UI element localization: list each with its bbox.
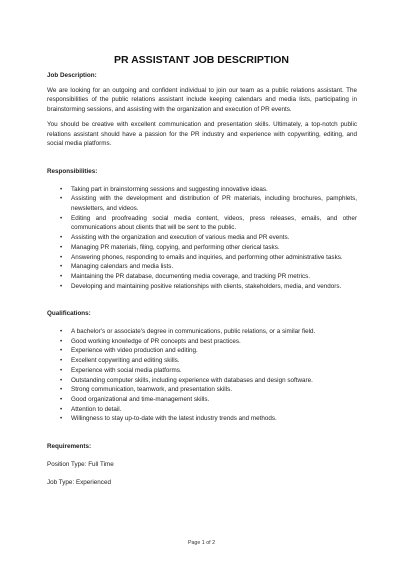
bullet-icon: • bbox=[60, 366, 63, 374]
list-item: • Experience with social media platforms. bbox=[60, 366, 182, 374]
requirements-heading: Requirements: bbox=[47, 443, 92, 451]
job-description-paragraph: We are looking for an outgoing and confident individual to join our team as a public relations assistant. The responsibilities of the public relations assistant include keeping calendars and media lists, participating in brainstorming sessions, and assisting with the organization and execution of PR events. bbox=[47, 86, 357, 114]
list-item: • Strong communication, teamwork, and presentation skills. bbox=[60, 386, 232, 394]
job-type: Job Type: Experienced bbox=[47, 478, 111, 486]
bullet-icon: • bbox=[60, 185, 63, 193]
list-item: • Managing PR materials, filing, copying, and performing other clerical tasks. bbox=[60, 243, 280, 251]
bullet-icon: • bbox=[60, 272, 63, 280]
bullet-icon: • bbox=[60, 357, 63, 365]
list-item: • Taking part in brainstorming sessions and suggesting innovative ideas. bbox=[60, 185, 268, 193]
list-item: • Experience with video production and editing. bbox=[60, 347, 198, 355]
responsibilities-heading: Responsibilities: bbox=[47, 167, 98, 175]
list-item: • Willingness to stay up-to-date with the latest industry trends and methods. bbox=[60, 415, 277, 423]
bullet-icon: • bbox=[60, 214, 63, 222]
bullet-icon: • bbox=[60, 395, 63, 403]
bullet-icon: • bbox=[60, 405, 63, 413]
bullet-icon: • bbox=[60, 243, 63, 251]
list-item: • Managing calendars and media lists. bbox=[60, 263, 174, 271]
bullet-icon: • bbox=[60, 337, 63, 345]
responsibilities-list bbox=[47, 185, 357, 292]
job-description-paragraph: You should be creative with excellent communication and presentation skills. Ultimately, a top-notch public relations assistant should have a passion for the PR industry and experience with copywriting, editing, and social media platforms. bbox=[47, 120, 357, 148]
bullet-icon: • bbox=[60, 328, 63, 336]
document-body bbox=[47, 71, 357, 487]
list-item: • A bachelor's or associate's degree in communications, public relations, or a similar field. bbox=[60, 328, 316, 336]
list-item: • Excellent copywriting and editing skills. bbox=[60, 357, 180, 365]
bullet-icon: • bbox=[60, 195, 63, 203]
bullet-icon: • bbox=[60, 347, 63, 355]
qualifications-heading: Qualifications: bbox=[47, 310, 91, 318]
list-item: • Outstanding computer skills, including experience with databases and design software. bbox=[60, 376, 313, 384]
bullet-icon: • bbox=[60, 376, 63, 384]
position-type: Position Type: Full Time bbox=[47, 460, 114, 468]
page-title: PR ASSISTANT JOB DESCRIPTION bbox=[113, 54, 290, 66]
bullet-icon: • bbox=[60, 415, 63, 423]
bullet-icon: • bbox=[60, 253, 63, 261]
list-item: • Attention to detail. bbox=[60, 405, 122, 413]
bullet-icon: • bbox=[60, 234, 63, 242]
bullet-icon: • bbox=[60, 386, 63, 394]
list-item: • Editing and proofreading social media content, videos, press releases, emails, and other communications about clients that will be sent to the public. bbox=[60, 214, 357, 232]
bullet-icon: • bbox=[60, 263, 63, 271]
list-item: • Good organizational and time-management skills. bbox=[60, 395, 210, 403]
page-number: Page 1 of 2 bbox=[187, 540, 216, 546]
list-item: • Good working knowledge of PR concepts and best practices. bbox=[60, 337, 241, 345]
list-item: • Assisting with the organization and execution of various media and PR events. bbox=[60, 234, 290, 242]
job-description-heading: Job Description: bbox=[47, 72, 97, 79]
bullet-icon: • bbox=[60, 282, 63, 290]
qualifications-list bbox=[47, 327, 357, 424]
list-item: • Maintaining the PR database, documenting media coverage, and tracking PR metrics. bbox=[60, 272, 311, 280]
list-item: • Developing and maintaining positive relationships with clients, stakeholders, media, and vendors. bbox=[60, 282, 342, 290]
list-item: • Answering phones, responding to emails and inquiries, and performing other administrative tasks. bbox=[60, 253, 343, 261]
list-item: • Assisting with the development and distribution of PR materials, including brochures, pamphlets, newsletters, and videos. bbox=[60, 195, 357, 213]
